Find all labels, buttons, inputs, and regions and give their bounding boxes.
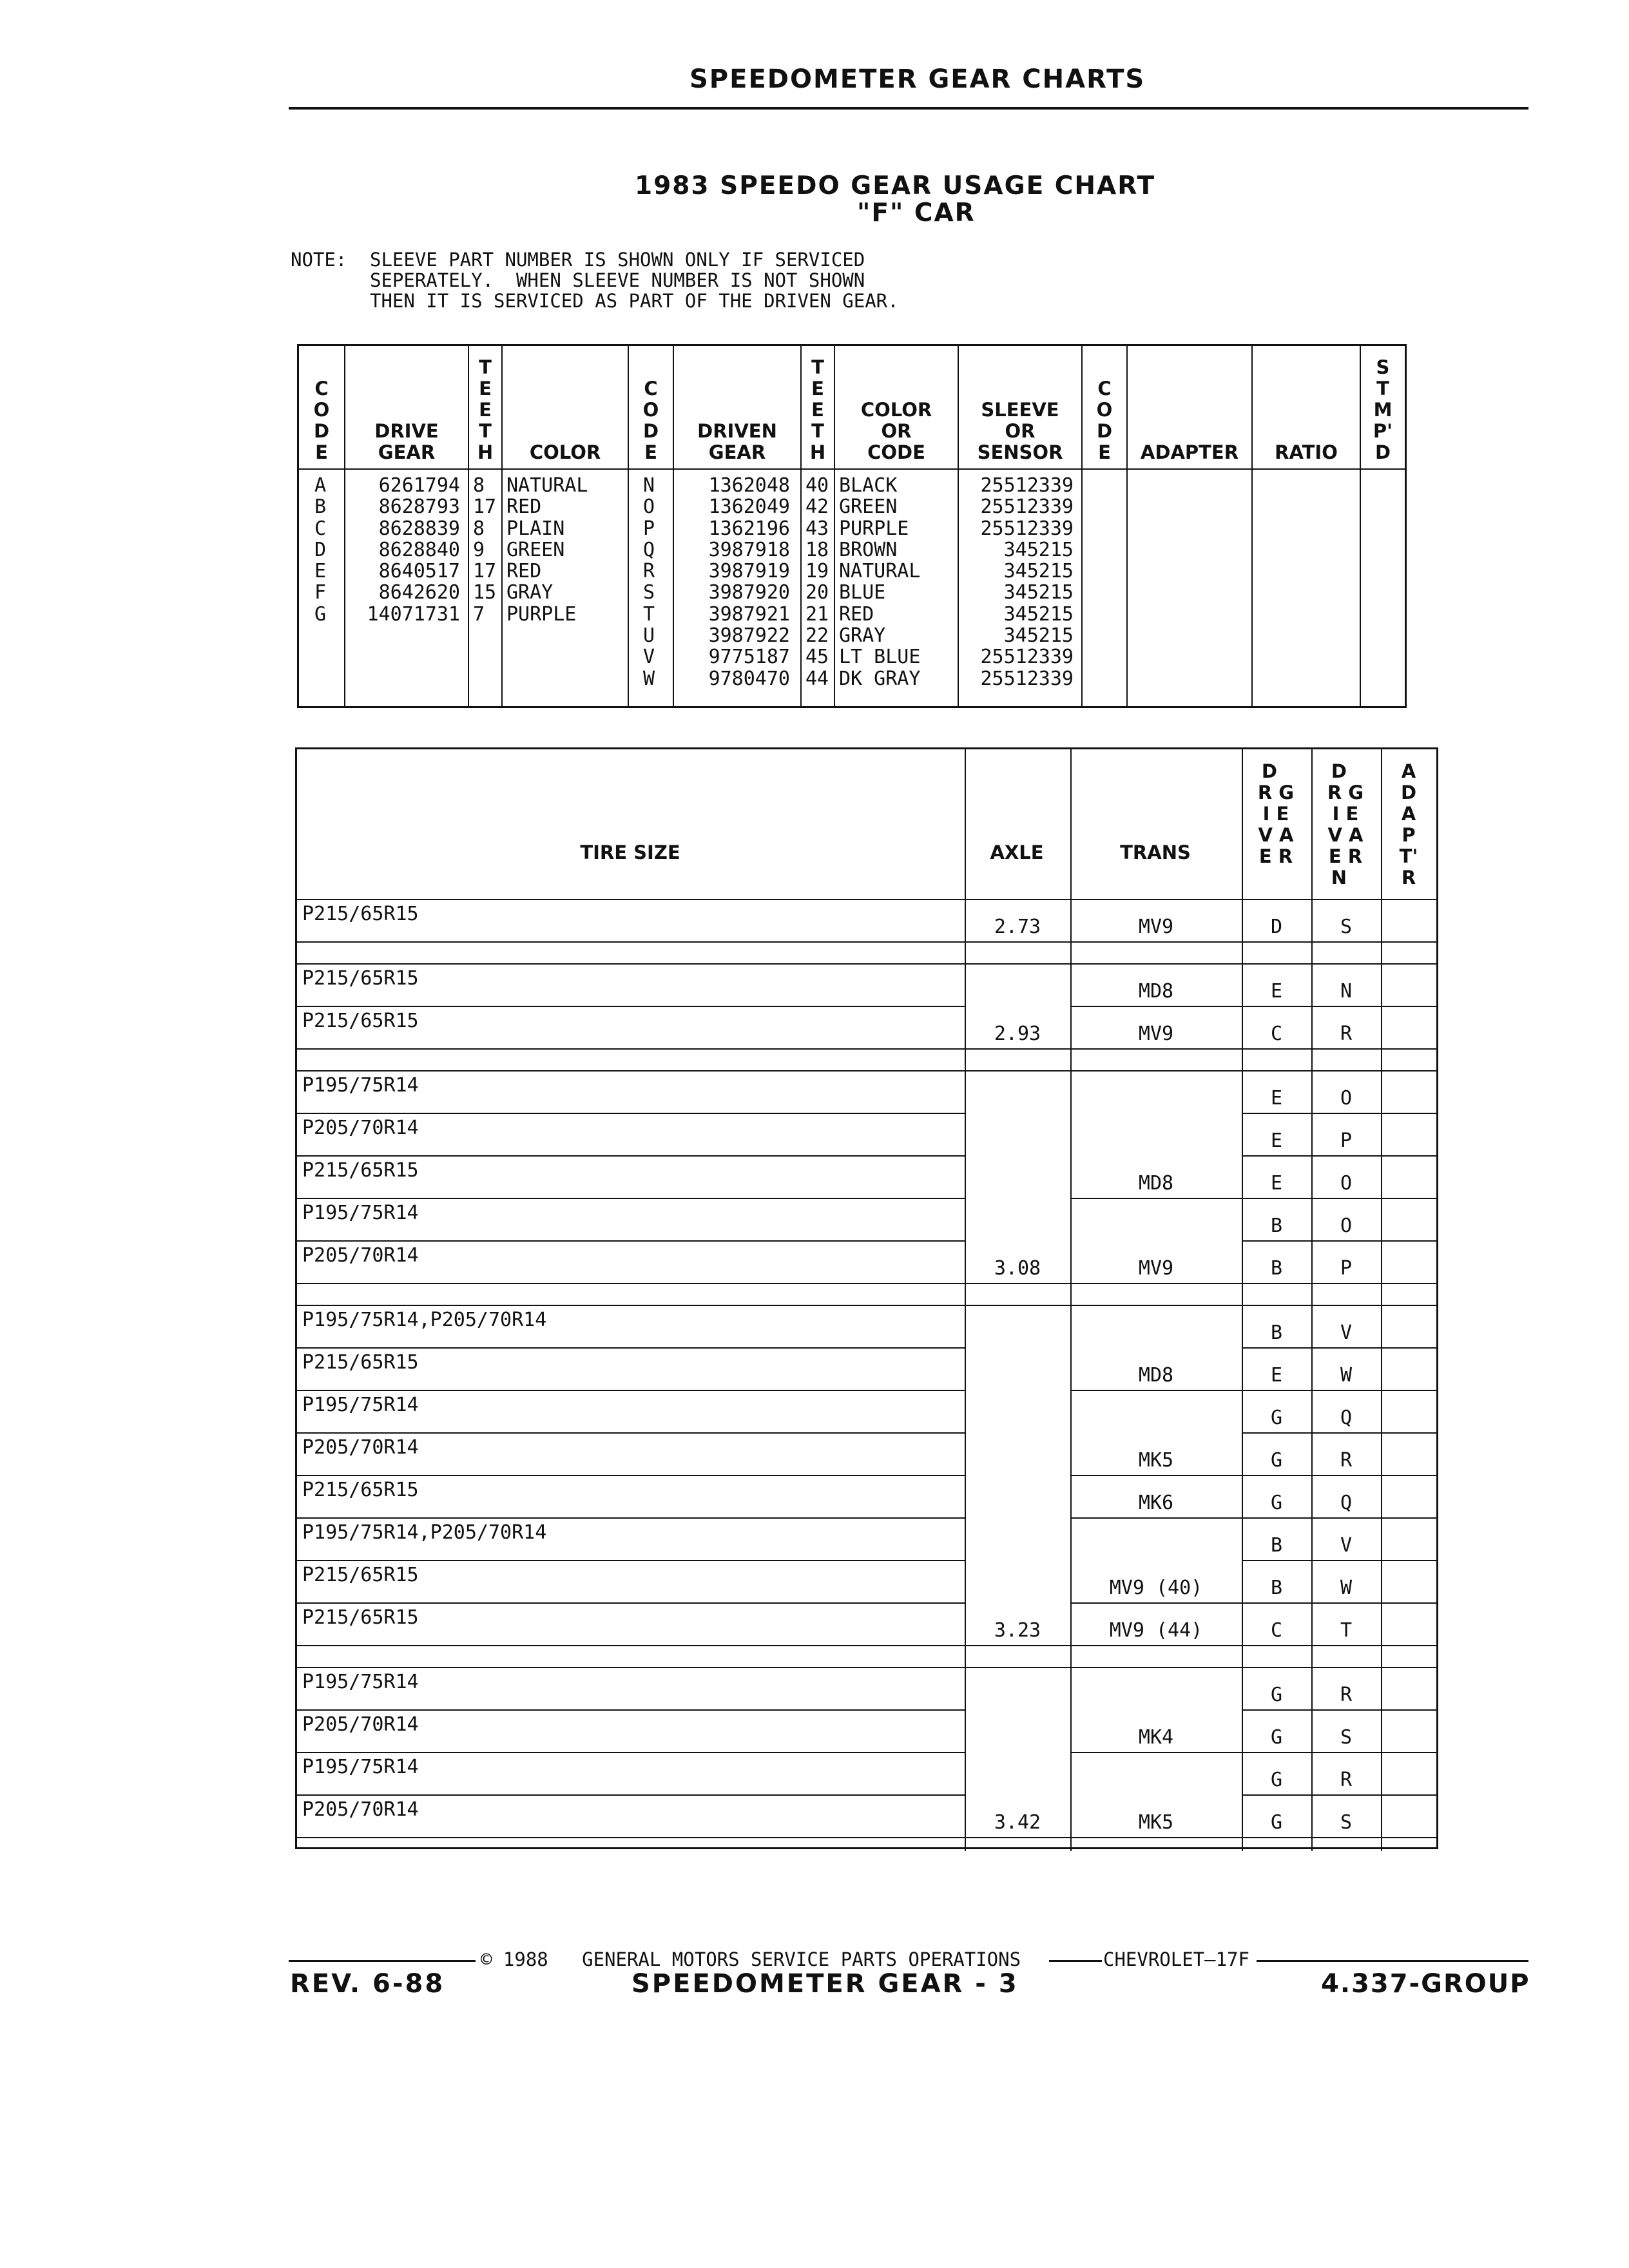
tire-size-cell: P195/75R14 — [302, 1756, 419, 1778]
trans-cell: MK5 — [1138, 1811, 1174, 1834]
note-line-2: SEPERATELY. WHEN SLEEVE NUMBER IS NOT SHOWN — [370, 269, 865, 291]
note-line-3: THEN IT IS SERVICED AS PART OF THE DRIVEN GEAR. — [370, 290, 899, 312]
header-color: COLOR — [529, 441, 601, 463]
driven-gear-code-cell: R — [1340, 1769, 1353, 1791]
tire-size-cell: P215/65R15 — [302, 1010, 419, 1032]
drive-gear-code-cell: E — [1270, 1172, 1283, 1195]
driven-gears: 1362048 1362049 1362196 3987918 3987919 3987920 3987921 3987922 9775187 9780470 — [708, 474, 790, 690]
driven-gear-code-cell: R — [1340, 1449, 1353, 1472]
driven-gear-code-cell: Q — [1340, 1407, 1353, 1429]
driven-gear-code-cell: W — [1340, 1577, 1353, 1599]
tire-size-cell: P215/65R15 — [302, 903, 419, 925]
header-drive-gear-code: D R G I E V A E R — [1257, 760, 1295, 867]
page-header-title: SPEEDOMETER GEAR CHARTS — [689, 64, 1146, 94]
drive-gear-code-cell: G — [1270, 1492, 1283, 1514]
drive-gear-code-cell: E — [1270, 1364, 1283, 1387]
drive-teeth: 8 17 8 9 17 15 7 — [473, 474, 497, 626]
footer-rule-right — [1257, 1960, 1528, 1962]
driven-gear-code-cell: P — [1340, 1257, 1353, 1280]
tire-size-cell: P215/65R15 — [302, 1159, 419, 1182]
trans-cell: MV9 — [1138, 1257, 1174, 1280]
tire-size-cell: P215/65R15 — [302, 1351, 419, 1374]
drive-gear-code-cell: C — [1270, 1619, 1283, 1642]
driven-gear-code-cell: T — [1340, 1619, 1353, 1642]
header-ratio: RATIO — [1275, 441, 1338, 463]
tire-size-cell: P215/65R15 — [302, 1479, 419, 1501]
tire-size-cell: P195/75R14 — [302, 1394, 419, 1416]
header-rule — [289, 107, 1528, 110]
trans-cell: MV9 — [1138, 1023, 1174, 1045]
drive-codes: A B C D E F G — [314, 474, 327, 626]
trans-cell: MK5 — [1138, 1449, 1174, 1472]
drive-colors: NATURAL RED PLAIN GREEN RED GRAY PURPLE — [506, 474, 588, 626]
axle-cell: 3.08 — [994, 1257, 1041, 1280]
note-line-1: SLEEVE PART NUMBER IS SHOWN ONLY IF SERVICED — [370, 249, 865, 271]
header-driven-gear: DRIVEN GEAR — [697, 420, 777, 463]
tire-size-cell: P205/70R14 — [302, 1244, 419, 1267]
tire-size-cell: P205/70R14 — [302, 1798, 419, 1821]
driven-gear-code-cell: S — [1340, 916, 1353, 938]
header-adapter: ADAPTER — [1140, 441, 1239, 463]
trans-cell: MV9 (40) — [1109, 1577, 1203, 1599]
driven-gear-code-cell: W — [1340, 1364, 1353, 1387]
axle-cell: 2.93 — [994, 1023, 1041, 1045]
drive-gear-code-cell: B — [1270, 1257, 1283, 1280]
driven-gear-code-cell: N — [1340, 980, 1353, 1003]
axle-cell: 3.42 — [994, 1811, 1041, 1834]
driven-gear-code-cell: V — [1340, 1321, 1353, 1344]
header-axle: AXLE — [990, 841, 1044, 863]
footer-rev: REV. 6-88 — [290, 1969, 445, 1999]
trans-cell: MD8 — [1138, 1364, 1174, 1387]
footer-copyright: © 1988 GENERAL MOTORS SERVICE PARTS OPERATIONS — [481, 1948, 1021, 1970]
header-trans: TRANS — [1120, 841, 1191, 863]
drive-gear-code-cell: C — [1270, 1023, 1283, 1045]
drive-gear-code-cell: G — [1270, 1811, 1283, 1834]
header-teeth-2: T E E T H — [809, 356, 826, 463]
header-code-2: C O D E — [642, 378, 659, 463]
tire-size-cell: P205/70R14 — [302, 1436, 419, 1459]
driven-colors: BLACK GREEN PURPLE BROWN NATURAL BLUE RED GRAY LT BLUE DK GRAY — [839, 474, 921, 690]
header-sleeve-or-sensor: SLEEVE OR SENSOR — [977, 399, 1063, 463]
drive-gear-code-cell: E — [1270, 1087, 1283, 1110]
drive-gear-code-cell: G — [1270, 1684, 1283, 1706]
driven-gear-code-cell: R — [1340, 1684, 1353, 1706]
trans-cell: MV9 (44) — [1109, 1619, 1203, 1642]
driven-teeth: 40 42 43 18 19 20 21 22 45 44 — [805, 474, 829, 690]
footer-rule-left — [289, 1960, 476, 1962]
header-color-or-code: COLOR OR CODE — [860, 399, 932, 463]
drive-gear-code-cell: B — [1270, 1215, 1283, 1237]
driven-gear-code-cell: Q — [1340, 1492, 1353, 1514]
header-driven-gear-code: D R G I E V A E R N — [1327, 760, 1364, 889]
footer-group: 4.337-GROUP — [1321, 1969, 1530, 1999]
driven-gear-code-cell: O — [1340, 1087, 1353, 1110]
driven-gear-code-cell: R — [1340, 1023, 1353, 1045]
driven-gear-code-cell: S — [1340, 1811, 1353, 1834]
drive-gear-code-cell: E — [1270, 1129, 1283, 1152]
drive-gear-code-cell: G — [1270, 1726, 1283, 1749]
chart-title: 1983 SPEEDO GEAR USAGE CHART — [635, 171, 1156, 200]
tire-size-cell: P195/75R14 — [302, 1671, 419, 1693]
trans-cell: MV9 — [1138, 916, 1174, 938]
tire-size-cell: P215/65R15 — [302, 967, 419, 990]
driven-codes: N O P Q R S T U V W — [643, 474, 655, 690]
footer-section: CHEVROLET—17F — [1103, 1948, 1249, 1970]
drive-gear-code-cell: D — [1270, 916, 1283, 938]
drive-gear-code-cell: G — [1270, 1449, 1283, 1472]
trans-cell: MK6 — [1138, 1492, 1174, 1514]
drive-gear-code-cell: B — [1270, 1534, 1283, 1557]
footer-page: SPEEDOMETER GEAR - 3 — [631, 1969, 1019, 1999]
driven-gear-code-cell: O — [1340, 1172, 1353, 1195]
tire-size-cell: P195/75R14,P205/70R14 — [302, 1309, 547, 1331]
usage-table — [295, 747, 1438, 1849]
drive-gear-code-cell: E — [1270, 980, 1283, 1003]
drive-gear-code-cell: G — [1270, 1407, 1283, 1429]
header-drive-gear: DRIVE GEAR — [374, 420, 439, 463]
axle-cell: 3.23 — [994, 1619, 1041, 1642]
footer-rule-mid — [1049, 1960, 1102, 1962]
header-adapter-code: A D A P T' R — [1399, 760, 1418, 889]
tire-size-cell: P195/75R14 — [302, 1202, 419, 1224]
header-stmpd: S T M P' D — [1373, 356, 1393, 463]
tire-size-cell: P205/70R14 — [302, 1713, 419, 1736]
drive-gears: 6261794 8628793 8628839 8628840 8640517 8642620 14071731 — [367, 474, 460, 626]
header-code-3: C O D E — [1096, 378, 1113, 463]
tire-size-cell: P215/65R15 — [302, 1606, 419, 1629]
tire-size-cell: P205/70R14 — [302, 1117, 419, 1139]
header-code: C O D E — [313, 378, 330, 463]
gear-table — [297, 344, 1407, 708]
drive-gear-code-cell: B — [1270, 1577, 1283, 1599]
header-tire-size: TIRE SIZE — [580, 841, 680, 863]
drive-gear-code-cell: G — [1270, 1769, 1283, 1791]
driven-gear-code-cell: V — [1340, 1534, 1353, 1557]
trans-cell: MD8 — [1138, 1172, 1174, 1195]
driven-gear-code-cell: S — [1340, 1726, 1353, 1749]
driven-gear-code-cell: O — [1340, 1215, 1353, 1237]
tire-size-cell: P215/65R15 — [302, 1564, 419, 1586]
note-label: NOTE: — [291, 249, 347, 271]
driven-gear-code-cell: P — [1340, 1129, 1353, 1152]
axle-cell: 2.73 — [994, 916, 1041, 938]
tire-size-cell: P195/75R14 — [302, 1074, 419, 1097]
trans-cell: MK4 — [1138, 1726, 1174, 1749]
tire-size-cell: P195/75R14,P205/70R14 — [302, 1521, 547, 1544]
drive-gear-code-cell: B — [1270, 1321, 1283, 1344]
trans-cell: MD8 — [1138, 980, 1174, 1003]
chart-subtitle: "F" CAR — [857, 198, 976, 227]
header-teeth: T E E T H — [477, 356, 494, 463]
sleeves: 25512339 25512339 25512339 345215 345215 345215 345215 345215 25512339 25512339 — [980, 474, 1074, 690]
